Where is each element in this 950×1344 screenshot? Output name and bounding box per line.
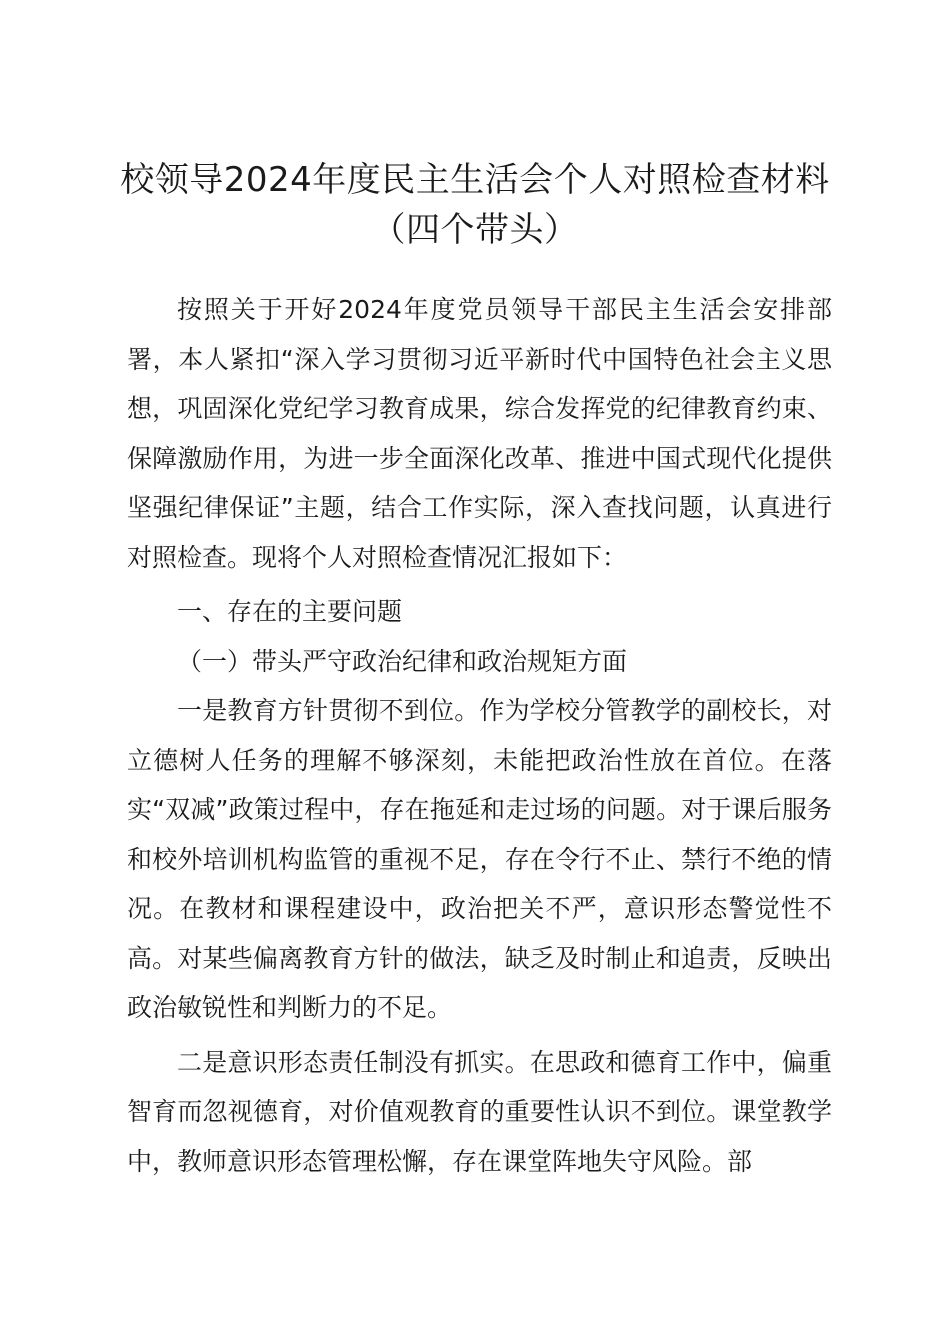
subsection-heading: （一）带头严守政治纪律和政治规矩方面 bbox=[177, 646, 628, 676]
point-one-paragraph: 一是教育方针贯彻不到位。作为学校分管教学的副校长，对立德树人任务的理解不够深刻，未能把政治性放在首位。在落实“双减”政策过程中，存在拖延和走过场的问题。对于课后服务和校外培训机构监管的重视不足，存在令行不止、禁行不绝的情况。在教材和课程建设中，政治把关不严，意识形态警觉性不高。对某些偏离教育方针的做法，缺乏及时制止和追责，反映出政治敏锐性和判断力的不足。 bbox=[127, 696, 832, 1022]
point-two-paragraph: 二是意识形态责任制没有抓实。在思政和德育工作中，偏重智育而忽视德育，对价值观教育的重要性认识不到位。课堂教学中，教师意识形态管理松懈，存在课堂阵地失守风险。部 bbox=[127, 1047, 832, 1176]
document-title: 校领导2024年度民主生活会个人对照检查材料（四个带头） bbox=[120, 160, 830, 250]
intro-paragraph: 按照关于开好2024年度党员领导干部民主生活会安排部署，本人紧扣“深入学习贯彻习近平新时代中国特色社会主义思想，巩固深化党纪学习教育成果，综合发挥党的纪律教育约束、保障激励作用，为进一步全面深化改革、推进中国式现代化提供坚强纪律保证”主题，结合工作实际，深入查找问题，认真进行对照检查。现将个人对照检查情况汇报如下： bbox=[127, 295, 832, 572]
document-body bbox=[127, 285, 832, 1186]
section-heading: 一、存在的主要问题 bbox=[177, 597, 403, 626]
